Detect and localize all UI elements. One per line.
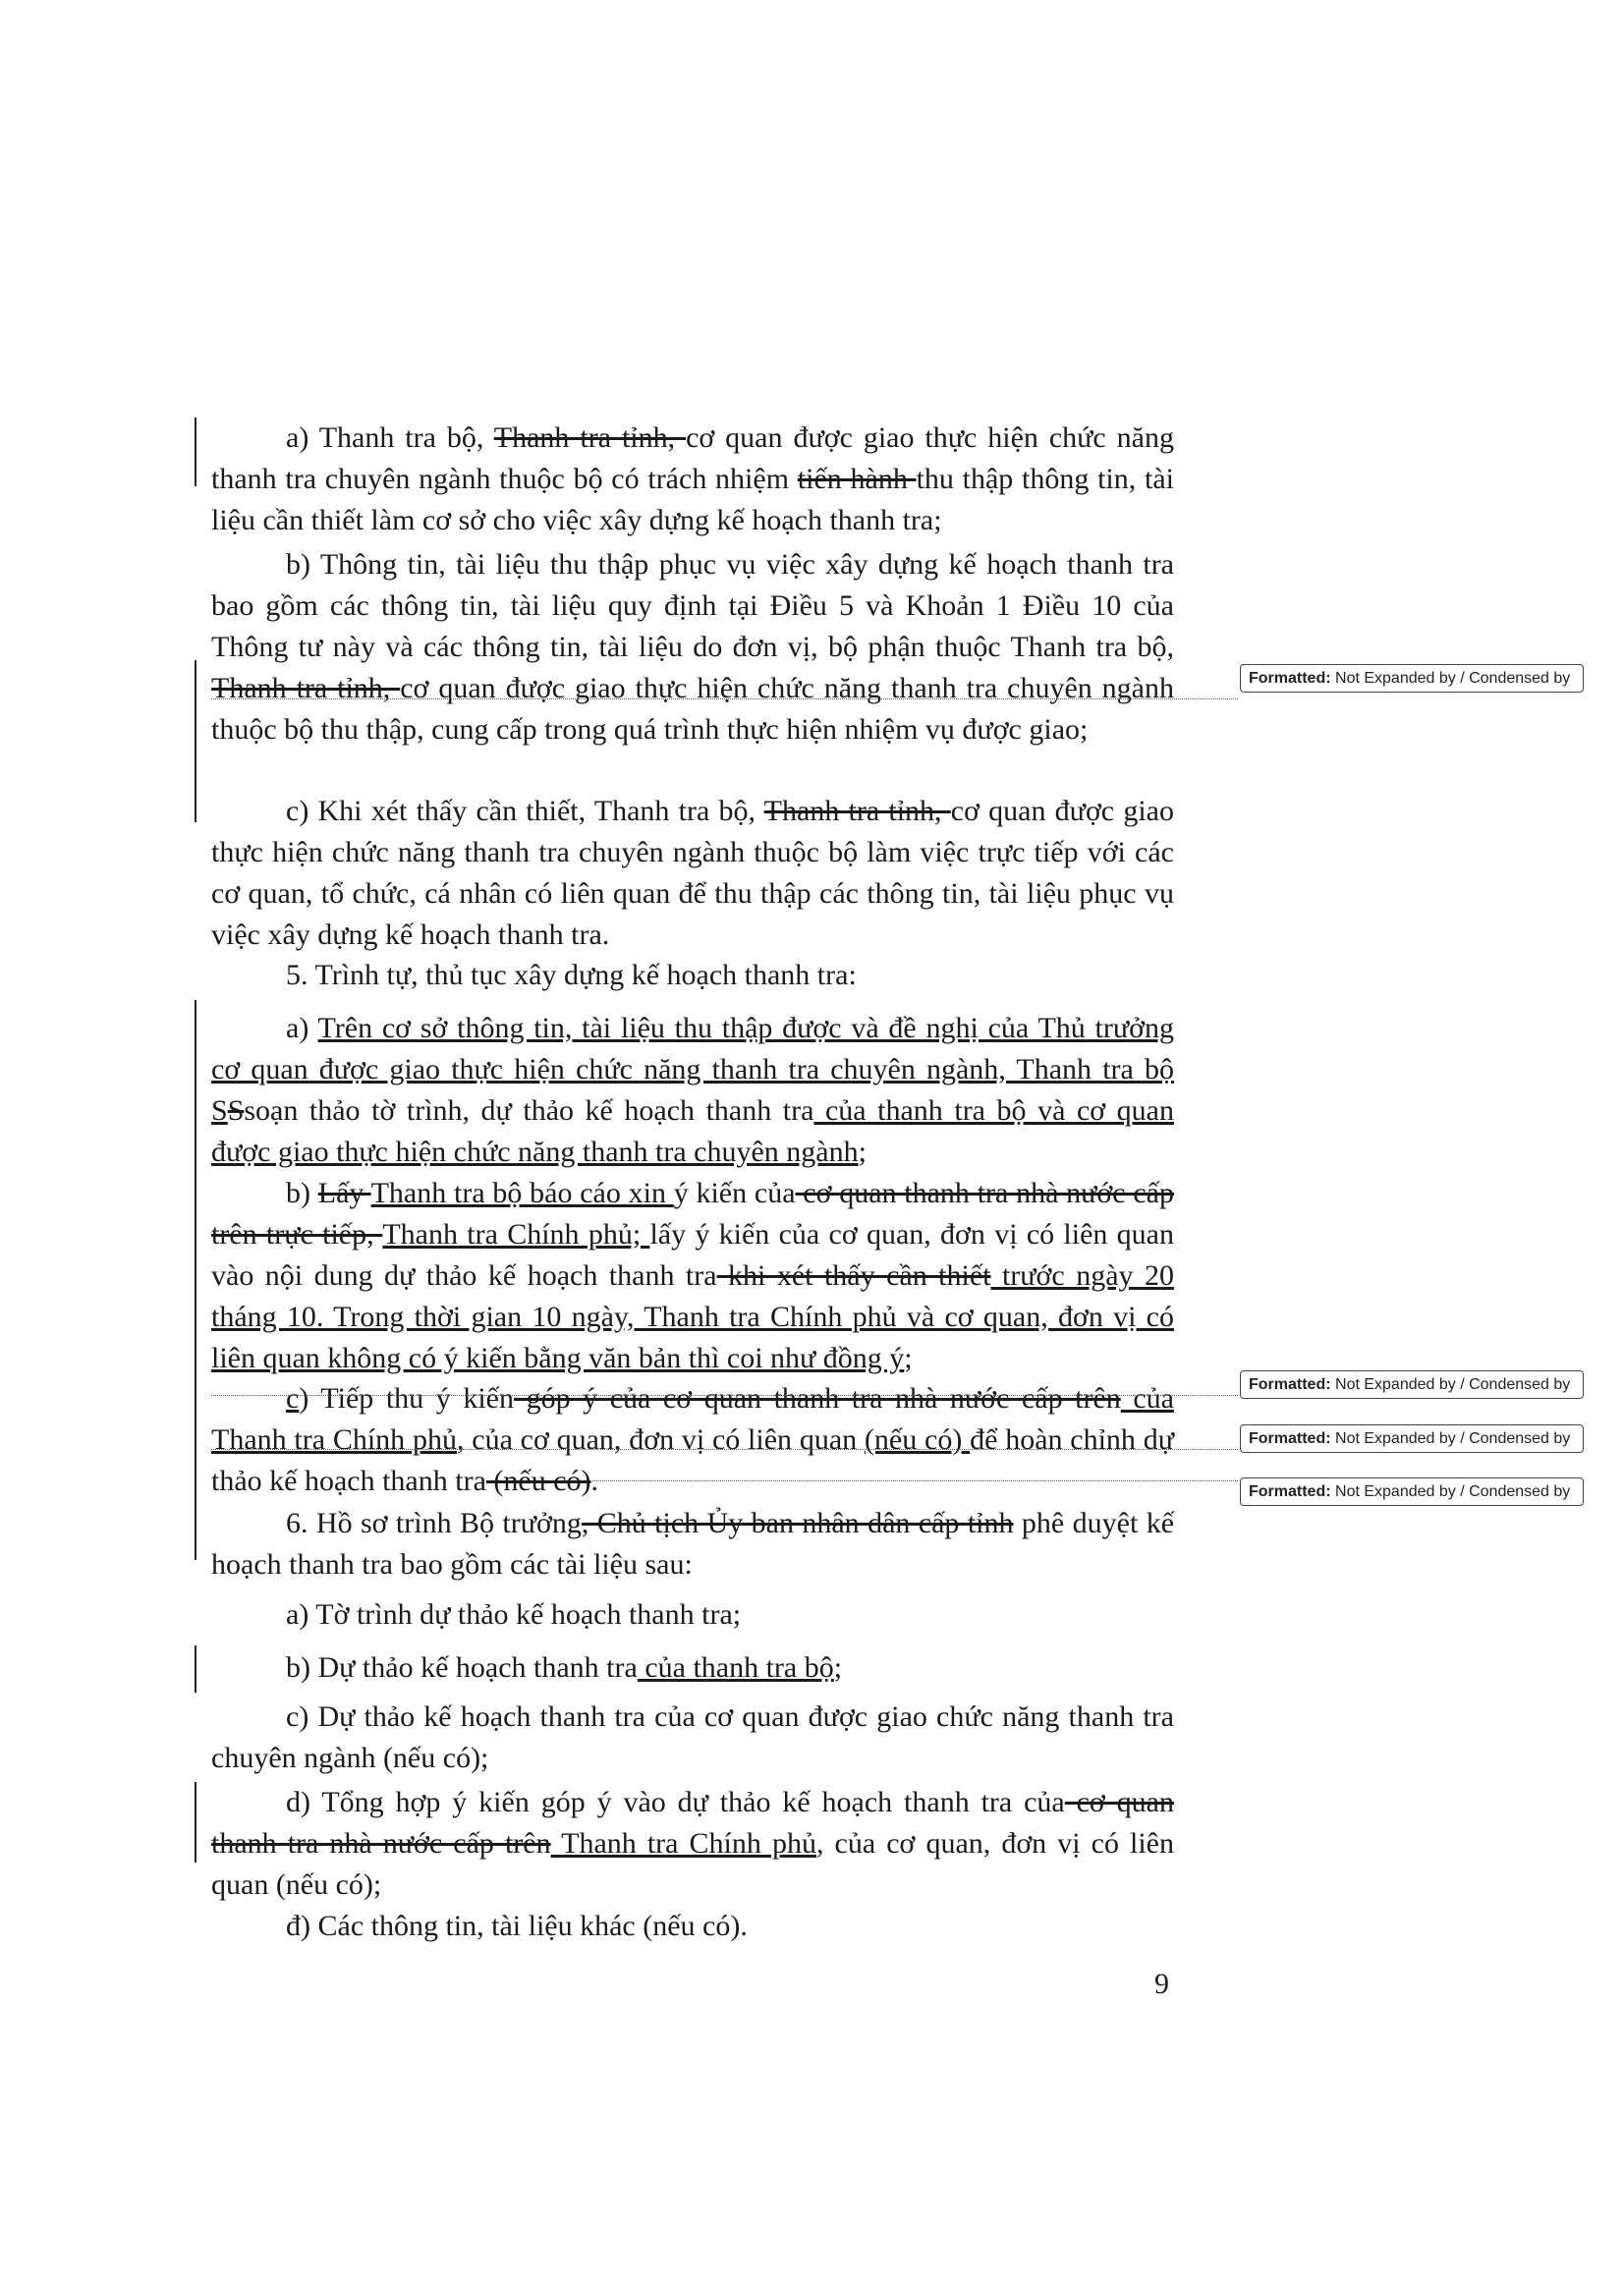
text-run: để hoàn chỉnh dự thảo kế hoạch thanh tra <box>211 1423 1174 1497</box>
comment-leader-line <box>211 1449 1238 1450</box>
paragraph <box>211 544 1174 751</box>
deleted-text: S <box>227 1094 245 1127</box>
deleted-text: , Chủ tịch Ủy ban nhân dân cấp tỉnh <box>581 1507 1014 1539</box>
inserted-text: Thanh tra bộ báo cáo xin <box>370 1177 674 1209</box>
deleted-text: khi xét thấy cần thiết <box>716 1259 991 1292</box>
format-comment-balloon[interactable] <box>1240 1370 1584 1399</box>
text-run: c) Khi xét thấy cần thiết, Thanh tra bộ, <box>286 795 764 827</box>
text-run: b) <box>286 1177 318 1209</box>
text-run: soạn thảo tờ trình, dự thảo kế hoạch thanh tra <box>244 1094 814 1127</box>
paragraph <box>211 1906 1174 1947</box>
deleted-text: tiến hành <box>797 463 917 495</box>
inserted-text: Thanh tra Chính phủ <box>550 1827 816 1860</box>
inserted-text: c <box>286 1382 300 1415</box>
text-run: , của cơ quan, đơn vị có liên quan (nếu có); <box>211 1827 1174 1901</box>
text-run: b) Thông tin, tài liệu thu thập phục vụ việc xây dựng kế hoạch thanh tra bao gồm các thông tin, tài liệu quy định tại Điều 5 và Khoản 1 Điều 10 của Thông tư này và các thông tin, tài liệu do đơn vị, bộ phận thuộc Thanh tra bộ, <box>211 548 1174 663</box>
text-run: cơ quan được giao thực hiện chức năng thanh tra chuyên ngành thuộc bộ có trách nhiệm <box>211 421 1175 495</box>
paragraph <box>211 417 1174 541</box>
comment-text: Not Expanded by / Condensed by <box>1335 1376 1571 1393</box>
inserted-text: của thanh tra bộ và cơ quan được giao thực hiện chức năng thanh tra chuyên ngành <box>211 1094 1174 1168</box>
text-run: b) Dự thảo kế hoạch thanh tra <box>286 1651 638 1684</box>
text-run: a) Thanh tra bộ, <box>286 421 494 454</box>
text-run: thu thập thông tin, tài liệu cần thiết làm cơ sở cho việc xây dựng kế hoạch thanh tra; <box>211 463 1174 536</box>
paragraph <box>211 1503 1174 1586</box>
comment-text: Not Expanded by / Condensed by <box>1335 1483 1571 1500</box>
comment-label: Formatted: <box>1249 670 1331 687</box>
paragraph <box>211 1647 1174 1689</box>
comment-label: Formatted: <box>1249 1483 1331 1500</box>
text-run: đ) Các thông tin, tài liệu khác (nếu có). <box>286 1910 748 1942</box>
text-run: d) Tổng hợp ý kiến góp ý vào dự thảo kế hoạch thanh tra của <box>286 1786 1065 1818</box>
paragraph <box>211 1378 1174 1502</box>
deleted-text: góp ý của cơ quan thanh tra nhà nước cấp trên <box>514 1382 1121 1415</box>
change-bar <box>195 417 196 486</box>
inserted-text: trước ngày 20 tháng 10. Trong thời gian 10 ngày, Thanh tra Chính phủ và cơ quan, đơn vị có liên quan không có ý kiến bằng văn bản thì coi như đồng ý <box>211 1259 1174 1374</box>
text-run: cơ quan được giao thực hiện chức năng thanh tra chuyên ngành thuộc bộ làm việc trực tiếp với các cơ quan, tổ chức, cá nhân có liên quan để thu thập các thông tin, tài liệu phục vụ việc xây dựng kế hoạch thanh tra. <box>211 795 1174 951</box>
comment-text: Not Expanded by / Condensed by <box>1335 1430 1571 1447</box>
text-run: phê duyệt kế hoạch thanh tra bao gồm các tài liệu sau: <box>211 1507 1175 1581</box>
text-run: c) Dự thảo kế hoạch thanh tra của cơ quan được giao chức năng thanh tra chuyên ngành (nếu có); <box>211 1700 1174 1774</box>
comment-leader-line <box>589 1480 1238 1481</box>
format-comment-balloon[interactable] <box>1240 1424 1584 1453</box>
format-comment-balloon[interactable] <box>1240 664 1584 693</box>
comment-label: Formatted: <box>1249 1376 1331 1393</box>
deleted-text: Thanh tra tỉnh, <box>763 795 951 827</box>
format-comment-balloon[interactable] <box>1240 1477 1584 1506</box>
text-run: a) Tờ trình dự thảo kế hoạch thanh tra; <box>286 1598 742 1631</box>
inserted-text: Thanh tra Chính phủ; <box>382 1218 650 1251</box>
text-run: , của cơ quan, đơn vị có liên quan <box>456 1423 865 1456</box>
change-bar <box>195 1645 196 1693</box>
text-run: ý kiến của <box>673 1177 796 1209</box>
paragraph <box>211 791 1174 956</box>
paragraph <box>211 1697 1174 1779</box>
deleted-text: cơ quan thanh tra nhà nước cấp trên trực tiếp, <box>211 1177 1174 1251</box>
text-run: ; <box>904 1342 913 1374</box>
text-run: 6. Hồ sơ trình Bộ trưởng <box>286 1507 582 1539</box>
text-run: 5. Trình tự, thủ tục xây dựng kế hoạch thanh tra: <box>286 959 857 991</box>
text-run: . <box>590 1465 599 1497</box>
inserted-text: Trên cơ sở thông tin, tài liệu thu thập được và đề nghị của Thủ trưởng cơ quan được giao thực hiện chức năng thanh tra chuyên ngành, Thanh tra bộ S <box>211 1012 1174 1127</box>
paragraph <box>211 1594 1174 1636</box>
paragraph <box>211 1008 1174 1173</box>
deleted-text: Lấy <box>317 1177 371 1209</box>
text-run: a) <box>286 1012 318 1044</box>
deleted-text: Thanh tra tỉnh, <box>493 421 687 454</box>
inserted-text: của thanh tra bộ <box>637 1651 834 1684</box>
change-bar <box>195 1000 196 1560</box>
inserted-text: (nếu có) <box>864 1423 971 1456</box>
change-bar <box>195 660 196 822</box>
change-bar <box>195 1782 196 1863</box>
text-run: cơ quan được giao thực hiện chức năng thanh tra chuyên ngành thuộc bộ thu thập, cung cấp trong quá trình thực hiện nhiệm vụ được giao; <box>211 672 1175 746</box>
text-run: ; <box>833 1651 843 1684</box>
text-run: ) Tiếp thu ý kiến <box>299 1382 514 1415</box>
inserted-text: của Thanh tra Chính phủ <box>211 1382 1174 1456</box>
deleted-text: cơ quan thanh tra nhà nước cấp trên <box>211 1786 1174 1860</box>
paragraph <box>211 955 1174 996</box>
comment-label: Formatted: <box>1249 1430 1331 1447</box>
deleted-text: Thanh tra tỉnh, <box>211 672 401 704</box>
comment-leader-line <box>211 698 1238 699</box>
deleted-text: (nếu có) <box>485 1465 591 1497</box>
paragraph <box>211 1782 1174 1906</box>
comment-leader-line <box>211 1395 1238 1396</box>
paragraph <box>211 1173 1174 1379</box>
text-run: ; <box>858 1136 867 1168</box>
comment-text: Not Expanded by / Condensed by <box>1335 670 1571 687</box>
page-number: 9 <box>1154 1968 1169 2000</box>
text-run: lấy ý kiến của cơ quan, đơn vị có liên quan vào nội dung dự thảo kế hoạch thanh tra <box>211 1218 1175 1292</box>
